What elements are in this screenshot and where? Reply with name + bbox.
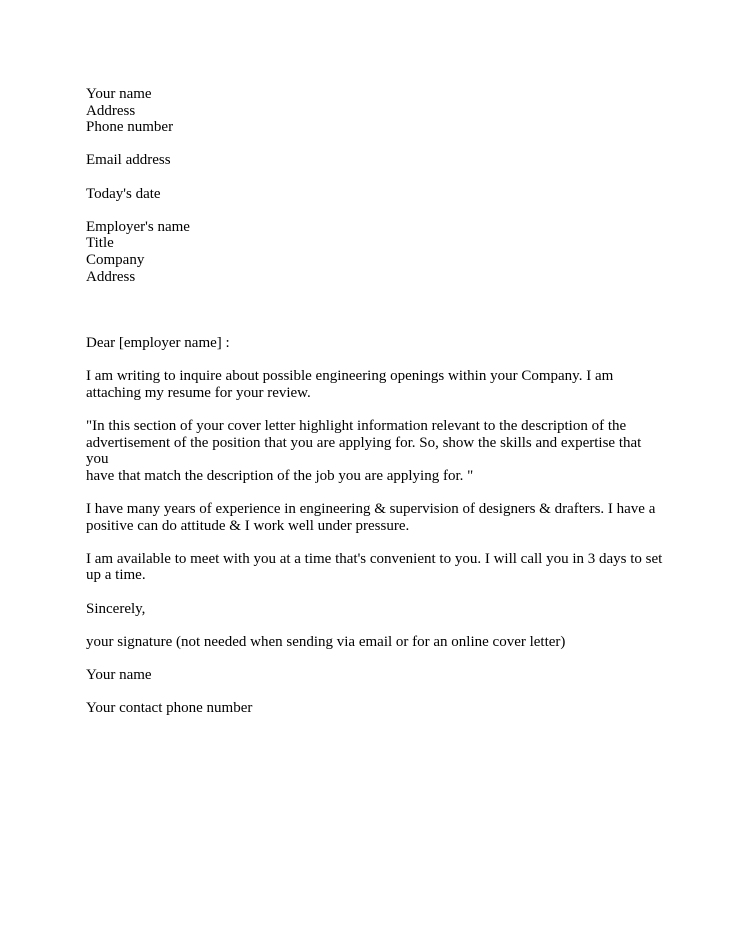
paragraph-highlight xyxy=(86,418,666,484)
spacer xyxy=(86,169,666,186)
paragraph-line: I am available to meet with you at a time that's convenient to you. I will call you in 3 days to set xyxy=(86,550,663,567)
spacer xyxy=(86,285,666,335)
letter-date: Today's date xyxy=(86,185,161,202)
signoff-name: Your name xyxy=(86,667,152,683)
recipient-title: Title xyxy=(86,235,114,252)
paragraph-intro xyxy=(86,368,666,401)
paragraph-line: I am writing to inquire about possible engineering openings within your Company. I am xyxy=(86,368,614,385)
paragraph-availability xyxy=(86,551,666,584)
recipient-block xyxy=(86,219,666,285)
recipient-company: Company xyxy=(86,251,145,268)
cover-letter-page xyxy=(86,86,666,717)
sender-name: Your name xyxy=(86,86,152,102)
spacer xyxy=(86,534,666,551)
spacer xyxy=(86,584,666,601)
spacer xyxy=(86,484,666,501)
paragraph-line: have that match the description of the job you are applying for. " xyxy=(86,467,474,484)
recipient-address: Address xyxy=(86,268,136,285)
salutation: Dear [employer name] : xyxy=(86,335,230,352)
paragraph-experience xyxy=(86,501,666,534)
spacer xyxy=(86,136,666,153)
sender-address: Address xyxy=(86,102,136,119)
recipient-name: Employer's name xyxy=(86,218,190,235)
sender-email: Email address xyxy=(86,152,171,169)
spacer xyxy=(86,202,666,219)
paragraph-line: advertisement of the position that you are applying for. So, show the skills and expertise that you xyxy=(86,434,646,468)
spacer xyxy=(86,650,666,667)
paragraph-line: I have many years of experience in engineering & supervision of designers & drafters. I have a xyxy=(86,501,656,518)
paragraph-line: positive can do attitude & I work well under pressure. xyxy=(86,517,410,534)
closing: Sincerely, xyxy=(86,600,146,617)
spacer xyxy=(86,617,666,634)
signoff-phone: Your contact phone number xyxy=(86,700,253,717)
spacer xyxy=(86,352,666,369)
sender-phone: Phone number xyxy=(86,119,174,136)
sender-block xyxy=(86,86,666,202)
paragraph-line: up a time. xyxy=(86,567,146,584)
paragraph-line: "In this section of your cover letter highlight information relevant to the description of the xyxy=(86,418,627,435)
paragraph-line: attaching my resume for your review. xyxy=(86,384,311,401)
signature-placeholder: your signature (not needed when sending via email or for an online cover letter) xyxy=(86,633,566,650)
spacer xyxy=(86,684,666,701)
spacer xyxy=(86,402,666,419)
